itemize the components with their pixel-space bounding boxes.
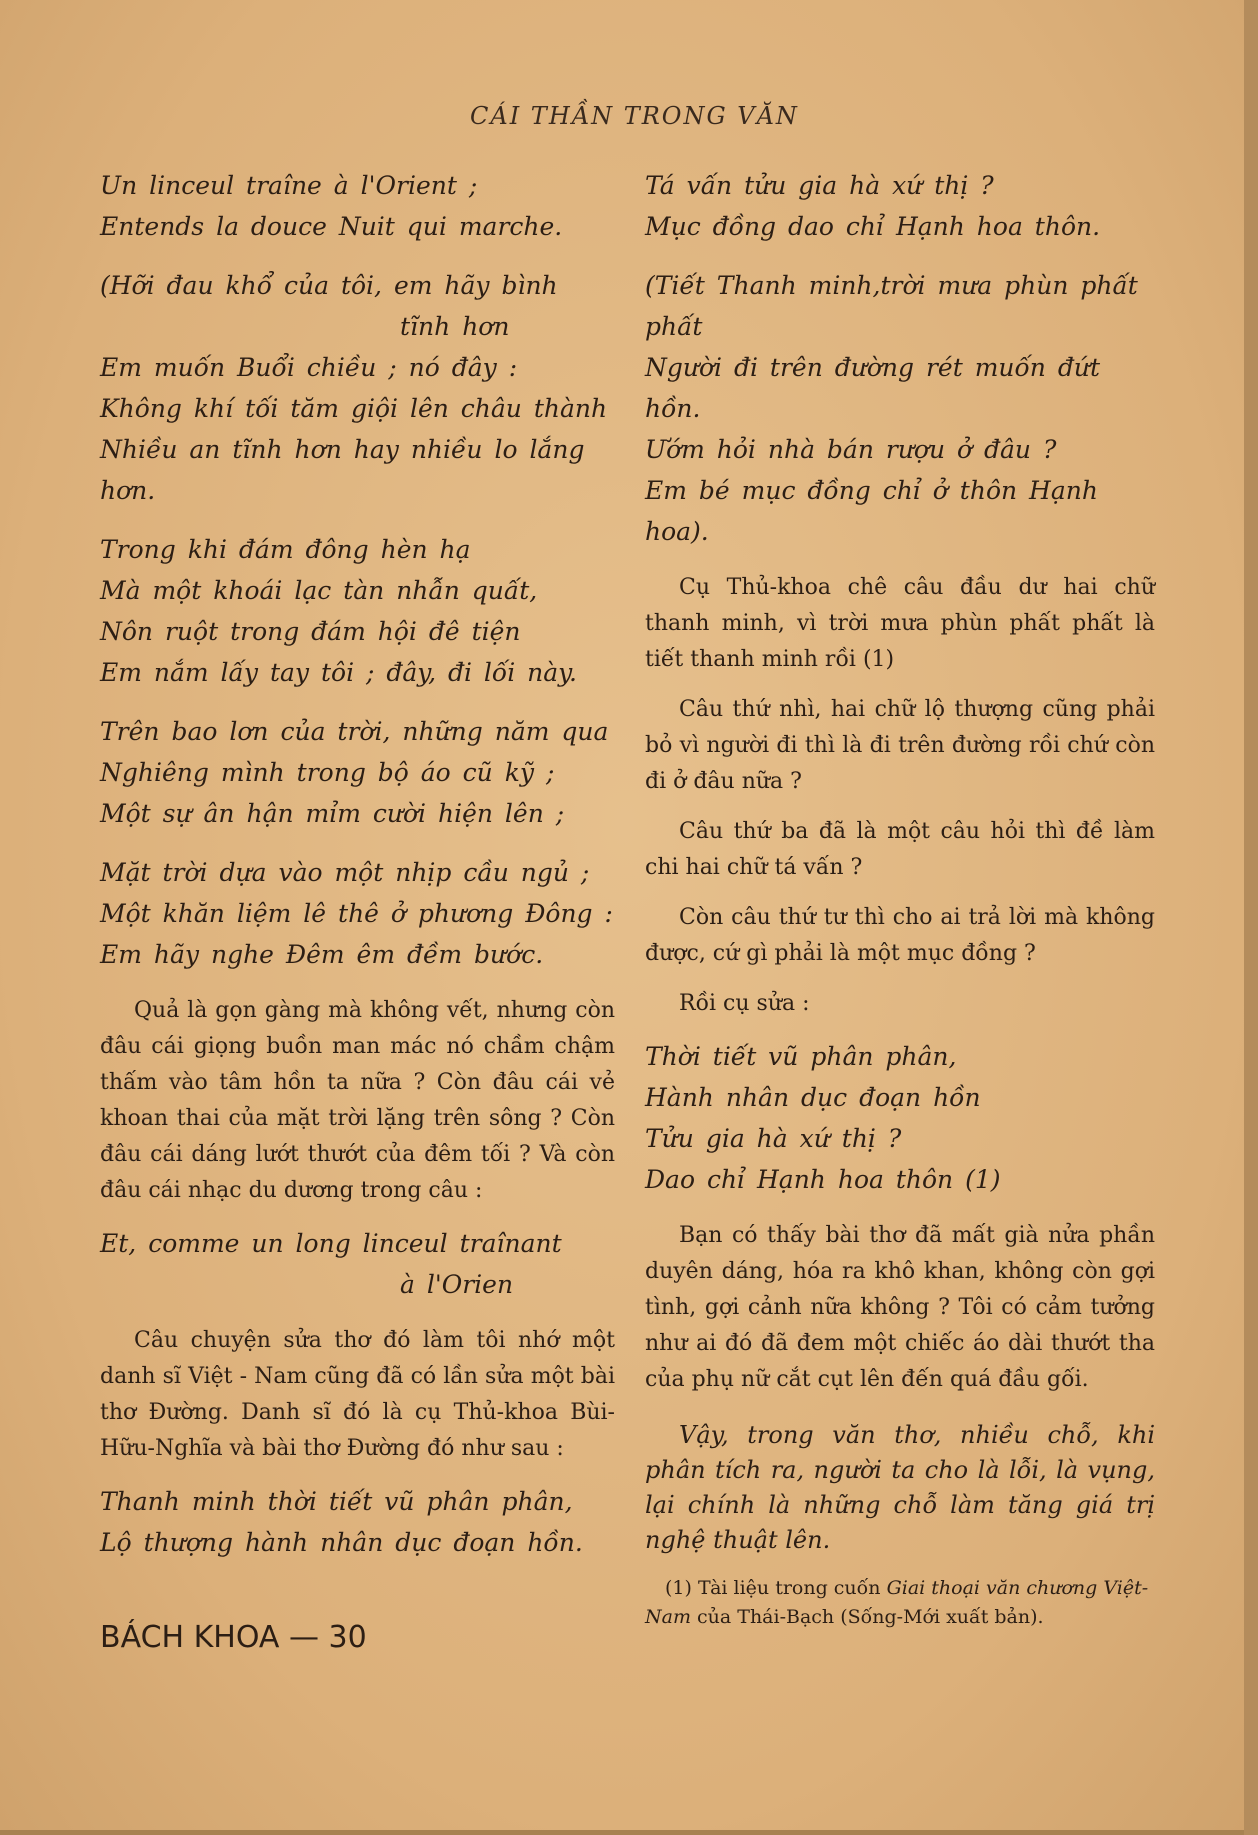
- verse-line: Mục đồng dao chỉ Hạnh hoa thôn.: [645, 212, 1101, 241]
- right-paragraph-1: Cụ Thủ-khoa chê câu đầu dư hai chữ thanh minh, vì trời mưa phùn phất phất là tiết thanh minh rồi (1): [645, 575, 1155, 672]
- verse-line: Thanh minh thời tiết vũ phân phân,: [100, 1487, 573, 1516]
- verse-line: Người đi trên đường rét muốn đứt hồn.: [645, 353, 1101, 423]
- quote-stanza: [100, 1223, 615, 1305]
- verse-line: Nghiêng mình trong bộ áo cũ kỹ ;: [100, 758, 555, 787]
- right-paragraph-4: Còn câu thứ tư thì cho ai trả lời mà không được, cứ gì phải là một mục đồng ?: [645, 905, 1155, 966]
- footnote: [645, 1574, 1155, 1632]
- verse-line: tĩnh hơn: [400, 312, 510, 341]
- left-paragraph-2: Câu chuyện sửa thơ đó làm tôi nhớ một danh sĩ Việt - Nam cũng đã có lần sửa một bài thơ Đường. Danh sĩ đó là cụ Thủ-khoa Bùi-Hữu-Nghĩa và bài thơ Đường đó như sau :: [100, 1328, 615, 1461]
- footnote-text-a: (1) Tài liệu trong cuốn: [665, 1577, 887, 1599]
- verse-line: Một khăn liệm lê thê ở phương Đông :: [100, 899, 613, 928]
- page-edge: [1244, 0, 1258, 1835]
- verse-line: Em hãy nghe Đêm êm đềm bước.: [100, 940, 544, 969]
- verse-line: Ướm hỏi nhà bán rượu ở đâu ?: [645, 435, 1057, 464]
- right-paragraph-6: Bạn có thấy bài thơ đã mất già nửa phần duyên dáng, hóa ra khô khan, không còn gợi tình, gợi cảnh nữa không ? Tôi có cảm tưởng như ai đó đã đem một chiếc áo dài thướt tha của phụ nữ cắt cụt lên đến quá đầu gối.: [645, 1223, 1155, 1392]
- verse-line: Em nắm lấy tay tôi ; đây, đi lối này.: [100, 658, 577, 687]
- left-stanzas: [100, 165, 615, 975]
- verse-line: Tá vấn tửu gia hà xứ thị ?: [645, 171, 994, 200]
- stanza: [100, 852, 615, 975]
- footnote-text-c: của Thái-Bạch (Sống-Mới xuất bản).: [690, 1606, 1044, 1628]
- verse-line: Mà một khoái lạc tàn nhẫn quất,: [100, 576, 538, 605]
- verse-line: Em bé mục đồng chỉ ở thôn Hạnh hoa).: [645, 476, 1098, 546]
- verse-line: Một sự ân hận mỉm cười hiện lên ;: [100, 799, 565, 828]
- page-footer: BÁCH KHOA — 30: [100, 1620, 367, 1655]
- footnote-book-title: Giai thoại văn chương Việt-Nam: [645, 1577, 1149, 1628]
- verse-line: Lộ thượng hành nhân dục đoạn hồn.: [100, 1528, 583, 1557]
- verse-line: Et, comme un long linceul traînant: [100, 1229, 562, 1258]
- verse-line: Thời tiết vũ phân phân,: [645, 1042, 957, 1071]
- tang-poem-continued: [645, 165, 1155, 247]
- stanza: [100, 529, 615, 693]
- right-paragraph-5: Rồi cụ sửa :: [679, 991, 810, 1016]
- left-column: [100, 165, 615, 1581]
- verse-line: Nôn ruột trong đám hội đê tiện: [100, 617, 521, 646]
- verse-line: Un linceul traîne à l'Orient ;: [100, 171, 478, 200]
- right-column: [645, 165, 1155, 1632]
- right-paragraph-2: Câu thứ nhì, hai chữ lộ thượng cũng phải bỏ vì người đi thì là đi trên đường rồi chứ còn đi ở đâu nữa ?: [645, 697, 1155, 794]
- translation-stanza: [645, 265, 1155, 552]
- verse-line: Em muốn Buổi chiều ; nó đây :: [100, 353, 518, 382]
- verse-line: Trên bao lơn của trời, những năm qua: [100, 717, 609, 746]
- stanza: [100, 265, 615, 511]
- revised-poem: [645, 1036, 1155, 1200]
- stanza: [100, 165, 615, 247]
- running-head: CÁI THẦN TRONG VĂN: [470, 102, 799, 130]
- tang-poem: [100, 1481, 615, 1563]
- verse-line: (Tiết Thanh minh,trời mưa phùn phất phất: [645, 271, 1138, 341]
- left-paragraph-1: Quả là gọn gàng mà không vết, nhưng còn đâu cái giọng buồn man mác nó chầm chậm thấm vào tâm hồn ta nữa ? Còn đâu cái vẻ khoan thai của mặt trời lặng trên sông ? Còn đâu cái dáng lướt thướt của đêm tối ? Và còn đâu cái nhạc du dương trong câu :: [100, 998, 615, 1203]
- verse-line: Dao chỉ Hạnh hoa thôn (1): [645, 1165, 1001, 1194]
- verse-line: Hành nhân dục đoạn hồn: [645, 1083, 981, 1112]
- verse-line: Không khí tối tăm giội lên châu thành: [100, 394, 608, 423]
- stanza: [100, 711, 615, 834]
- verse-line: à l'Orien: [400, 1270, 514, 1299]
- verse-line: Mặt trời dựa vào một nhịp cầu ngủ ;: [100, 858, 590, 887]
- verse-line: Nhiều an tĩnh hơn hay nhiều lo lắng hơn.: [100, 435, 585, 505]
- verse-line: (Hỡi đau khổ của tôi, em hãy bình: [100, 271, 558, 300]
- verse-line: Entends la douce Nuit qui marche.: [100, 212, 563, 241]
- verse-line: Trong khi đám đông hèn hạ: [100, 535, 471, 564]
- right-paragraph-3: Câu thứ ba đã là một câu hỏi thì đề làm chi hai chữ tá vấn ?: [645, 819, 1155, 880]
- right-paragraph-7: Vậy, trong văn thơ, nhiều chỗ, khi phân tích ra, người ta cho là lỗi, là vụng, lại chính là những chỗ làm tăng giá trị nghệ thuật lên.: [645, 1421, 1155, 1554]
- verse-line: Tửu gia hà xứ thị ?: [645, 1124, 902, 1153]
